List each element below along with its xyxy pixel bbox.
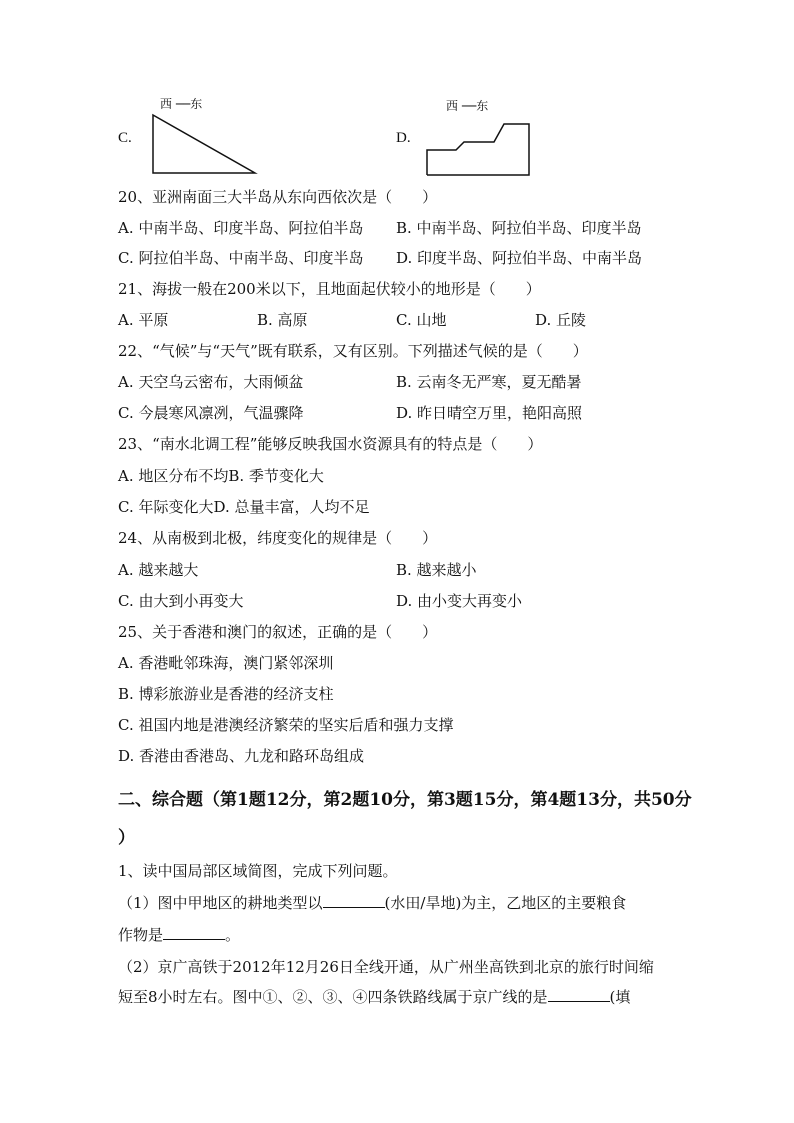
q21-option-c: C. 山地	[396, 311, 447, 329]
q25-stem: 25、关于香港和澳门的叙述，正确的是（ ）	[118, 623, 438, 641]
section-2-heading: 二、综合题（第1题12分，第2题10分，第3题15分，第4题13分，共50分	[118, 790, 692, 810]
q25-option-d: D. 香港由香港岛、九龙和路环岛组成	[118, 747, 365, 765]
q21-option-b: B. 高原	[257, 311, 308, 329]
q23-options-ab: A. 地区分布不均B. 季节变化大	[118, 467, 324, 485]
q20-stem: 20、亚洲南面三大半岛从东向西依次是（ ）	[118, 188, 438, 206]
q25-option-a: A. 香港毗邻珠海，澳门紧邻深圳	[118, 654, 334, 672]
q23-options-cd: C. 年际变化大D. 总量丰富，人均不足	[118, 498, 370, 516]
q20-option-a: A. 中南半岛、印度半岛、阿拉伯半岛	[118, 219, 364, 237]
figure-c-profile	[148, 112, 260, 178]
q22-option-b: B. 云南冬无严寒，夏无酷暑	[396, 373, 582, 391]
q20-option-d: D. 印度半岛、阿拉伯半岛、中南半岛	[396, 249, 643, 267]
q21-option-d: D. 丘陵	[535, 311, 587, 329]
figure-d-profile	[422, 118, 534, 178]
q1-part2-text-b: 短至8小时左右。图中①、②、③、④四条铁路线属于京广线的是	[118, 988, 548, 1006]
q1-part1-line2	[118, 925, 240, 945]
q1-part1-text-a: （1）图中甲地区的耕地类型以	[118, 894, 323, 912]
q22-option-c: C. 今晨寒风凛冽，气温骤降	[118, 404, 304, 422]
figure-c-caption: 西 ──东	[160, 97, 203, 111]
q24-option-a: A. 越来越大	[118, 561, 199, 579]
q1-part1-blank-2[interactable]	[163, 925, 225, 940]
q20-option-b: B. 中南半岛、阿拉伯半岛、印度半岛	[396, 219, 642, 237]
q1-part2-blank[interactable]	[548, 987, 610, 1002]
q21-stem: 21、海拔一般在200米以下，且地面起伏较小的地形是（ ）	[118, 280, 541, 298]
q24-option-d: D. 由小变大再变小	[396, 592, 523, 610]
q20-option-c: C. 阿拉伯半岛、中南半岛、印度半岛	[118, 249, 364, 267]
q1-stem: 1、读中国局部区域简图，完成下列问题。	[118, 862, 398, 880]
q24-stem: 24、从南极到北极，纬度变化的规律是（ ）	[118, 529, 438, 547]
q1-part1-text-c: 作物是	[118, 926, 164, 944]
q1-part2-text-c: (填	[609, 988, 631, 1006]
q1-part1-text-b: (水田/旱地)为主，乙地区的主要粮食	[384, 894, 627, 912]
q1-part2-line2	[118, 987, 630, 1007]
q22-option-d: D. 昨日晴空万里，艳阳高照	[396, 404, 583, 422]
q25-option-c: C. 祖国内地是港澳经济繁荣的坚实后盾和强力支撑	[118, 716, 454, 734]
figure-d-caption: 西 ──东	[446, 99, 489, 113]
option-d-label: D.	[396, 130, 411, 146]
q24-option-b: B. 越来越小	[396, 561, 477, 579]
q22-option-a: A. 天空乌云密布，大雨倾盆	[118, 373, 304, 391]
q22-stem: 22、“气候”与“天气”既有联系，又有区别。下列描述气候的是（ ）	[118, 342, 588, 360]
q1-part2-line1: （2）京广高铁于2012年12月26日全线开通，从广州坐高铁到北京的旅行时间缩	[118, 958, 654, 976]
q25-option-b: B. 博彩旅游业是香港的经济支柱	[118, 685, 334, 703]
option-c-label: C.	[118, 130, 132, 146]
q21-option-a: A. 平原	[118, 311, 169, 329]
section-2-heading-close: ）	[118, 828, 135, 848]
q1-part1-text-d: 。	[225, 926, 241, 944]
q23-stem: 23、“南水北调工程”能够反映我国水资源具有的特点是（ ）	[118, 435, 543, 453]
q1-part1-line1	[118, 893, 626, 913]
q1-part1-blank-1[interactable]	[323, 893, 385, 908]
q24-option-c: C. 由大到小再变大	[118, 592, 244, 610]
